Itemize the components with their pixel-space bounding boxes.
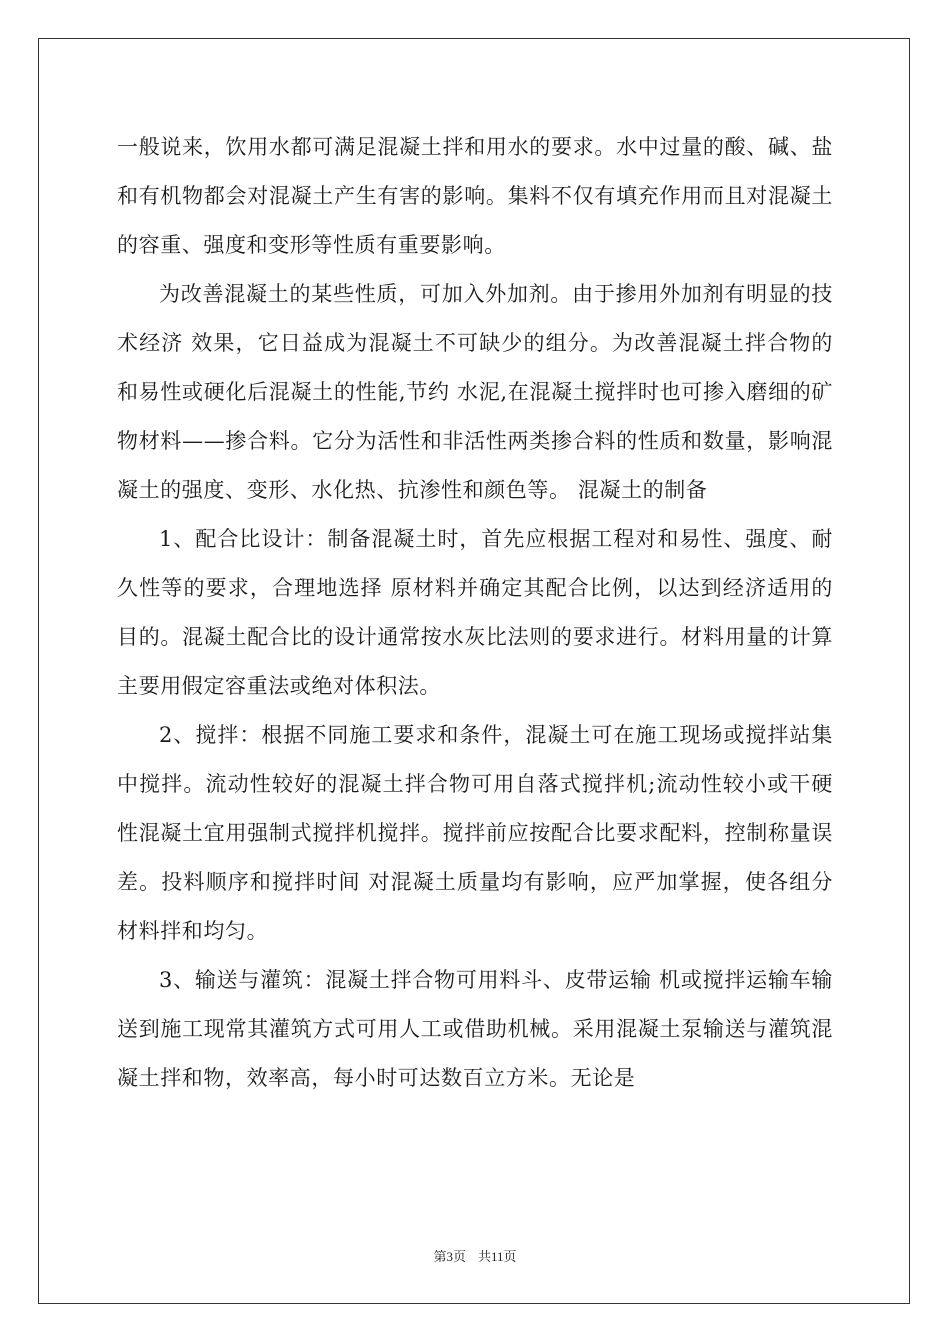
paragraph-4: 2、搅拌：根据不同施工要求和条件，混凝土可在施工现场或搅拌站集中搅拌。流动性较好的混凝土拌合物可用自落式搅拌机;流动性较小或干硬性混凝土宜用强制式搅拌机搅拌。搅拌前应按配合比要求配料，控制称量误差。投料顺序和搅拌时间 对混凝土质量均有影响，应严加掌握，使各组分材料拌和均匀。	[117, 723, 833, 943]
page-number-total: 共11页	[477, 1249, 517, 1264]
paragraph-2: 为改善混凝土的某些性质，可加入外加剂。由于掺用外加剂有明显的技术经济 效果，它日益成为混凝土不可缺少的组分。为改善混凝土拌合物的和易性或硬化后混凝土的性能,节约 水泥,在混凝土搅拌时也可掺入磨细的矿物材料——掺合料。它分为活性和非活性两类掺合料的性质和数量，影响混凝土的强度、变形、水化热、抗渗性和颜色等。 混凝土的制备	[117, 282, 833, 502]
paragraph-3: 1、配合比设计：制备混凝土时，首先应根据工程对和易性、强度、耐久性等的要求，合理地选择 原材料并确定其配合比例，以达到经济适用的目的。混凝土配合比的设计通常按水灰比法则的要求进行。材料用量的计算主要用假定容重法或绝对体积法。	[117, 527, 833, 698]
paragraph-5: 3、输送与灌筑：混凝土拌合物可用料斗、皮带运输 机或搅拌运输车输送到施工现常其灌筑方式可用人工或借助机械。采用混凝土泵输送与灌筑混凝土拌和物，效率高，每小时可达数百立方米。无论是	[117, 968, 833, 1090]
page-footer	[0, 1246, 950, 1265]
page-number-current: 第3页	[433, 1249, 466, 1264]
paragraph-1: 一般说来，饮用水都可满足混凝土拌和用水的要求。水中过量的酸、碱、盐和有机物都会对混凝土产生有害的影响。集料不仅有填充作用而且对混凝土的容重、强度和变形等性质有重要影响。	[117, 135, 833, 257]
document-body	[117, 123, 833, 1103]
